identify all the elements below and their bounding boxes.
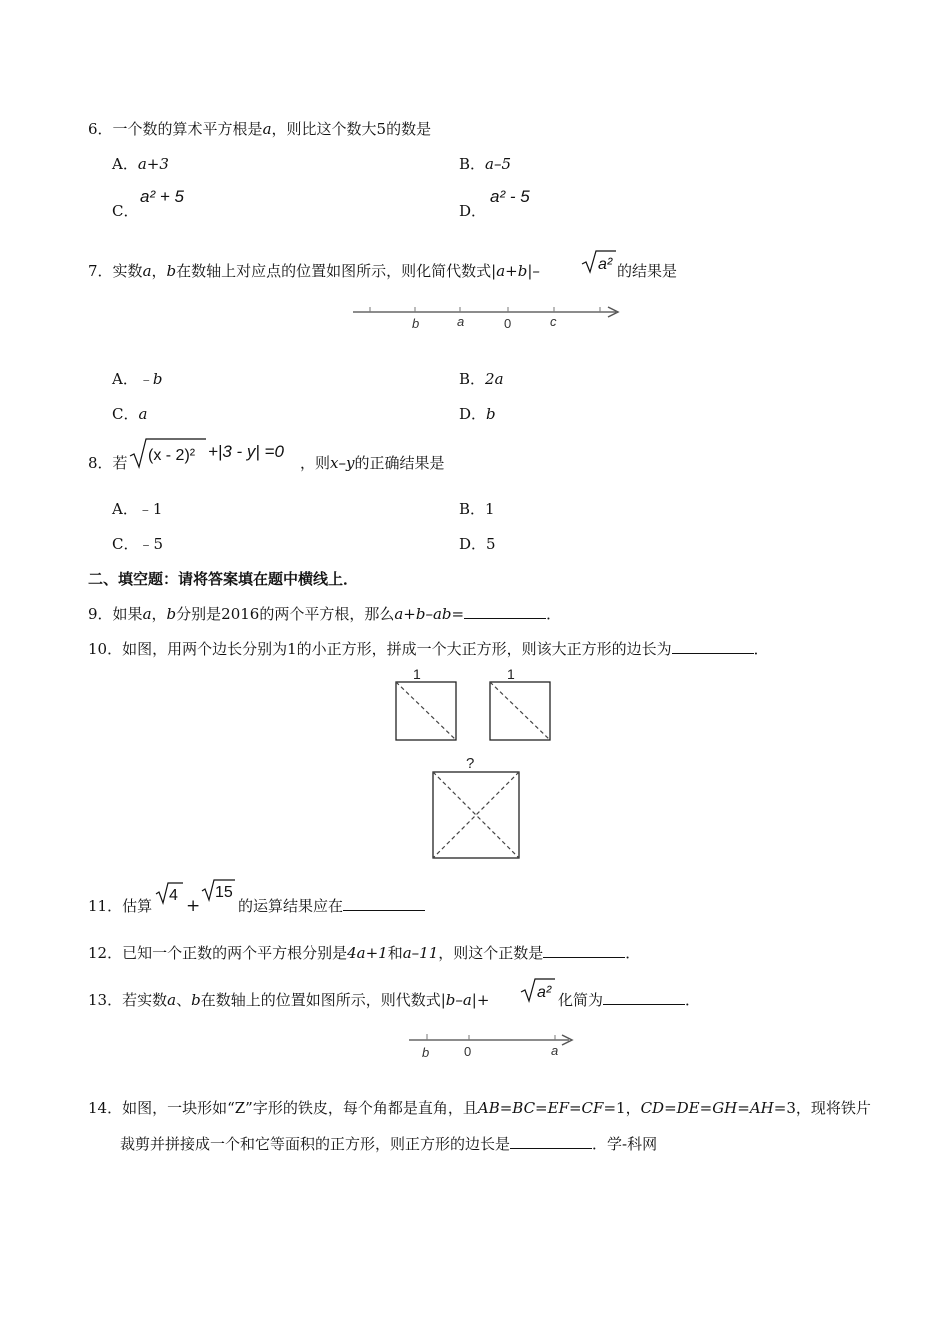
q13-stem-end: 化简为 ． xyxy=(558,991,701,1009)
q8-option-b: B．1 xyxy=(459,500,495,518)
q11-sqrt4-radicand: 4 xyxy=(169,887,178,904)
q10-stem: 10．如图，用两个边长分别为1的小正方形，拼成一个大正方形，则该大正方形的边长为 ． xyxy=(88,640,769,658)
q10-big-square xyxy=(433,772,519,858)
q8-sqrt-radicand: (x - 2)² xyxy=(148,447,196,464)
q7-option-c: C．a xyxy=(112,405,148,423)
q8-option-c: C．﹣5 xyxy=(112,535,164,553)
q8-expr-rest: +|3 - y| =0 xyxy=(208,442,284,461)
q13-axis-label-0: 0 xyxy=(464,1044,472,1059)
q10-small-square-label-2: 1 xyxy=(507,666,515,682)
q7-option-d: D．b xyxy=(459,405,496,423)
q14-stem-line2: 裁剪并拼接成一个和它等面积的正方形，则正方形的边长是 ．学-科网 xyxy=(120,1135,658,1153)
q12-stem: 12．已知一个正数的两个平方根分别是4a+1和a–11，则这个正数是 ． xyxy=(88,944,641,962)
q7-axis-label-c: c xyxy=(550,314,557,329)
q7-stem-end: 的结果是 xyxy=(617,262,678,280)
q11-answer-blank[interactable] xyxy=(343,896,425,911)
section-2-heading: 二、填空题：请将答案填在题中横线上． xyxy=(88,570,359,588)
q7-axis-label-0: 0 xyxy=(504,316,512,331)
q13-axis-label-a: a xyxy=(551,1043,559,1058)
q14-stem-line1: 14．如图，一块形如“Z”字形的铁皮，每个角都是直角，且AB=BC=EF=CF=1，CD=DE=GH=AH=3，现将铁片 xyxy=(88,1099,871,1117)
q13-answer-blank[interactable] xyxy=(603,990,685,1005)
q9-answer-blank[interactable] xyxy=(464,604,546,619)
q7-axis-label-a: a xyxy=(457,314,465,329)
q6-option-c-expr: a² + 5 xyxy=(140,187,184,206)
q10-answer-blank[interactable] xyxy=(672,639,754,654)
q6-stem: 6．一个数的算术平方根是a，则比这个数大5的数是 xyxy=(88,120,432,138)
q10-small-square-label-1: 1 xyxy=(413,666,421,682)
q8-stem-start: 8．若 xyxy=(88,454,128,472)
q13-sqrt-symbol xyxy=(519,976,555,1004)
q11-plus: + xyxy=(186,896,201,916)
q6-option-c: C． xyxy=(112,202,139,220)
q6-option-b: B．a–5 xyxy=(459,155,512,173)
q11-sqrt15-radicand: 15 xyxy=(215,884,233,901)
q13-axis-label-b: b xyxy=(422,1045,430,1060)
q14-answer-blank[interactable] xyxy=(510,1134,592,1149)
q7-axis-label-b: b xyxy=(412,316,420,331)
q10-squares-figure xyxy=(390,662,558,864)
q9-stem: 9．如果a，b分别是2016的两个平方根，那么a+b–ab= ． xyxy=(88,605,562,623)
q7-number-line xyxy=(350,298,625,334)
q7-stem: 7．实数a，b在数轴上对应点的位置如图所示，则化简代数式|a+b|– xyxy=(88,262,540,280)
q13-stem: 13．若实数a、b在数轴上的位置如图所示，则代数式|b–a|+ xyxy=(88,991,490,1009)
q6-option-a: A．a+3 xyxy=(112,155,169,173)
q7-sqrt-radicand: a² xyxy=(598,256,613,273)
q11-stem-end: 的运算结果应在 xyxy=(238,895,425,916)
q11-sqrt15 xyxy=(200,877,236,903)
q12-answer-blank[interactable] xyxy=(543,943,625,958)
q10-big-square-label: ? xyxy=(466,755,475,772)
q8-stem-end: ，则x–y的正确结果是 xyxy=(300,454,445,472)
q7-option-b: B．2a xyxy=(459,370,504,388)
q6-option-d-expr: a² - 5 xyxy=(490,187,530,206)
q8-option-a: A．﹣1 xyxy=(112,500,163,518)
q8-sqrt-symbol xyxy=(128,436,208,470)
q6-option-d: D． xyxy=(459,202,487,220)
q7-sqrt-symbol xyxy=(580,248,616,276)
q11-sqrt4 xyxy=(154,880,184,906)
q13-sqrt-radicand: a² xyxy=(537,984,552,1001)
q7-option-a: A．﹣b xyxy=(112,370,163,388)
q13-number-line xyxy=(405,1030,577,1064)
q11-stem-start: 11．估算 xyxy=(88,897,153,915)
q8-option-d: D．5 xyxy=(459,535,496,553)
